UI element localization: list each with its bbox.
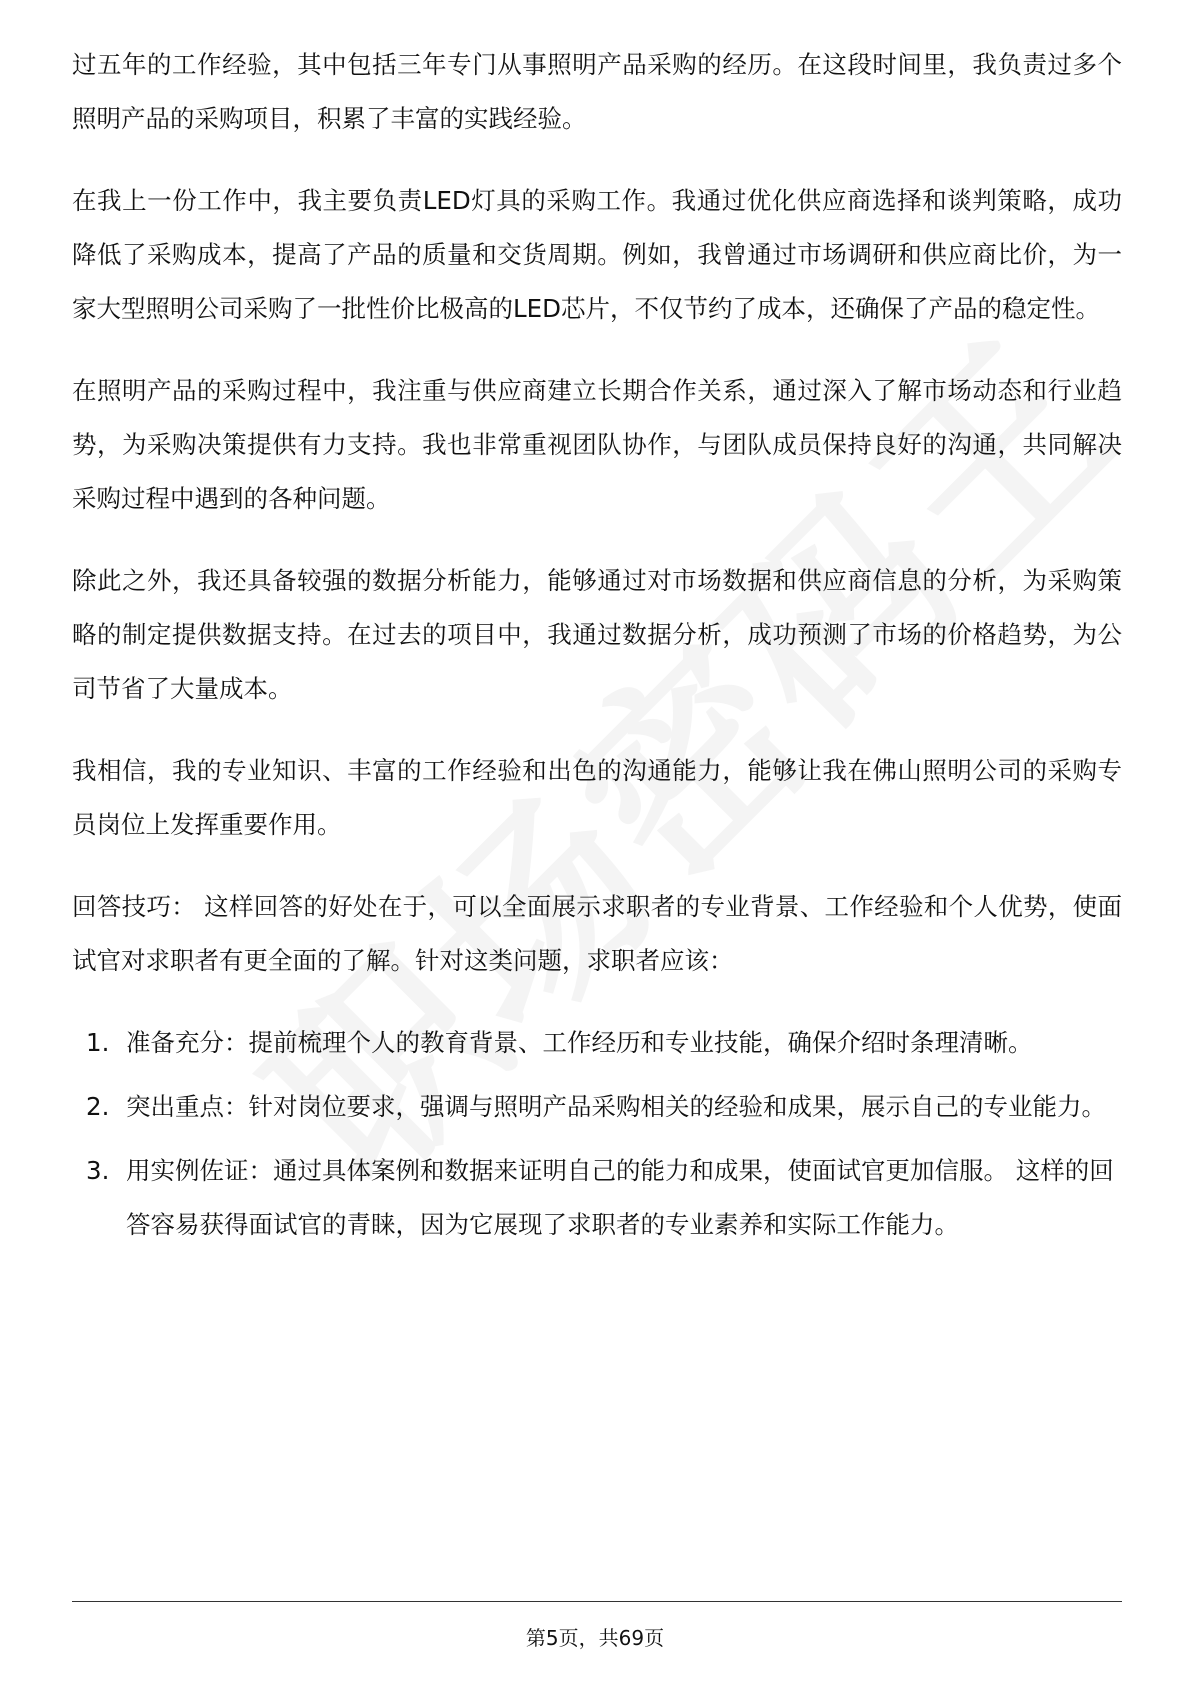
list-item xyxy=(72,1016,1122,1070)
paragraph-supplier-relations: 在照明产品的采购过程中，我注重与供应商建立长期合作关系，通过深入了解市场动态和行业趋势，为采购决策提供有力支持。我也非常重视团队协作，与团队成员保持良好的沟通，共同解决采购过程中遇到的各种问题。 xyxy=(72,376,1122,513)
list-item xyxy=(72,1144,1122,1252)
list-item xyxy=(72,1080,1122,1134)
list-item-text: 用实例佐证：通过具体案例和数据来证明自己的能力和成果，使面试官更加信服。 这样的回答容易获得面试官的青睐，因为它展现了求职者的专业素养和实际工作能力。 xyxy=(126,1156,1114,1239)
paragraph-data-analysis: 除此之外，我还具备较强的数据分析能力，能够通过对市场数据和供应商信息的分析，为采购策略的制定提供数据支持。在过去的项目中，我通过数据分析，成功预测了市场的价格趋势，为公司节省了大量成本。 xyxy=(72,566,1122,703)
page-content xyxy=(72,38,1122,1262)
paragraph-experience-summary: 过五年的工作经验，其中包括三年专门从事照明产品采购的经历。在这段时间里，我负责过多个照明产品的采购项目，积累了丰富的实践经验。 xyxy=(72,50,1122,133)
list-item-text: 准备充分：提前梳理个人的教育背景、工作经历和专业技能，确保介绍时条理清晰。 xyxy=(126,1028,1033,1057)
tips-list xyxy=(72,1016,1122,1252)
paragraph-conclusion: 我相信，我的专业知识、丰富的工作经验和出色的沟通能力，能够让我在佛山照明公司的采购专员岗位上发挥重要作用。 xyxy=(72,756,1122,839)
page-number-footer: 第5页，共69页 xyxy=(525,1626,665,1650)
list-item-number: 1. xyxy=(86,1028,110,1057)
list-item-text: 突出重点：针对岗位要求，强调与照明产品采购相关的经验和成果，展示自己的专业能力。 xyxy=(126,1092,1106,1121)
paragraph-answer-tips: 回答技巧： 这样回答的好处在于，可以全面展示求职者的专业背景、工作经验和个人优势，使面试官对求职者有更全面的了解。针对这类问题，求职者应该： xyxy=(72,892,1122,975)
list-item-number: 3. xyxy=(86,1156,110,1185)
list-item-number: 2. xyxy=(86,1092,110,1121)
footer-divider xyxy=(72,1601,1122,1602)
paragraph-led-procurement: 在我上一份工作中，我主要负责LED灯具的采购工作。我通过优化供应商选择和谈判策略，成功降低了采购成本，提高了产品的质量和交货周期。例如，我曾通过市场调研和供应商比价，为一家大型照明公司采购了一批性价比极高的LED芯片，不仅节约了成本，还确保了产品的稳定性。 xyxy=(72,186,1122,323)
